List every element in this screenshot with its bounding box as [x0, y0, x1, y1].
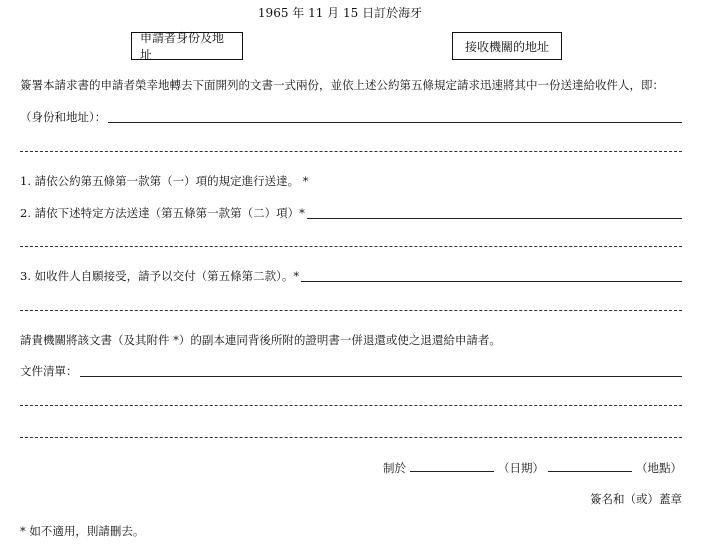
item-2-blank[interactable] — [307, 208, 682, 219]
made-at-label: 制於 — [383, 461, 406, 475]
item-1-text: 1. 請依公約第五條第一款第（一）項的規定進行送達。 * — [20, 174, 309, 188]
identity-label: （身份和地址）： — [20, 110, 107, 124]
document-list-blank[interactable] — [80, 366, 683, 377]
document-list-line — [20, 363, 682, 379]
date-blank[interactable] — [548, 461, 632, 472]
document-list-label: 文件清單： — [20, 364, 78, 378]
receiving-authority-box — [452, 32, 562, 60]
identity-blank[interactable] — [108, 112, 682, 123]
dashed-rule — [20, 310, 682, 311]
dashed-rule — [20, 246, 682, 247]
item-3-text: 3. 如收件人自願接受，請予以交付（第五條第二款）。* — [20, 269, 300, 283]
place-label: （地點） — [636, 461, 682, 475]
place-blank[interactable] — [410, 461, 494, 472]
dashed-rule — [20, 151, 682, 152]
receiving-authority-label: 接收機關的地址 — [464, 39, 549, 54]
dashed-rule — [20, 405, 682, 406]
intro-text: 簽署本請求書的申請者榮幸地轉去下面開列的文書一式兩份，並依上述公約第五條規定請求迅速將其中一份送達給收件人，即： — [20, 78, 664, 92]
page-title: 1965 年 11 月 15 日訂於海牙 — [257, 6, 423, 20]
signature-label: 簽名和（或）蓋章 — [590, 492, 682, 506]
date-place-row — [383, 460, 682, 476]
return-request-text: 請貴機關將該文書（及其附件 *）的副本連同背後所附的證明書一併退還或使之退還給申請者。 — [20, 333, 501, 347]
item-1 — [20, 173, 682, 189]
applicant-identity-label: 申請者身份及地址 — [140, 31, 225, 62]
applicant-identity-box — [131, 32, 243, 60]
footnote: * 如不適用，則請刪去。 — [20, 524, 145, 538]
item-2-text: 2. 請依下述特定方法送達（第五條第一款第（二）項）* — [20, 206, 305, 220]
date-label: （日期） — [498, 461, 544, 475]
item-3 — [20, 268, 682, 284]
dashed-rule — [20, 437, 682, 438]
item-2 — [20, 205, 682, 221]
item-3-blank[interactable] — [301, 271, 682, 282]
return-request — [20, 332, 682, 348]
intro-paragraph — [20, 77, 682, 93]
identity-line — [20, 109, 682, 125]
